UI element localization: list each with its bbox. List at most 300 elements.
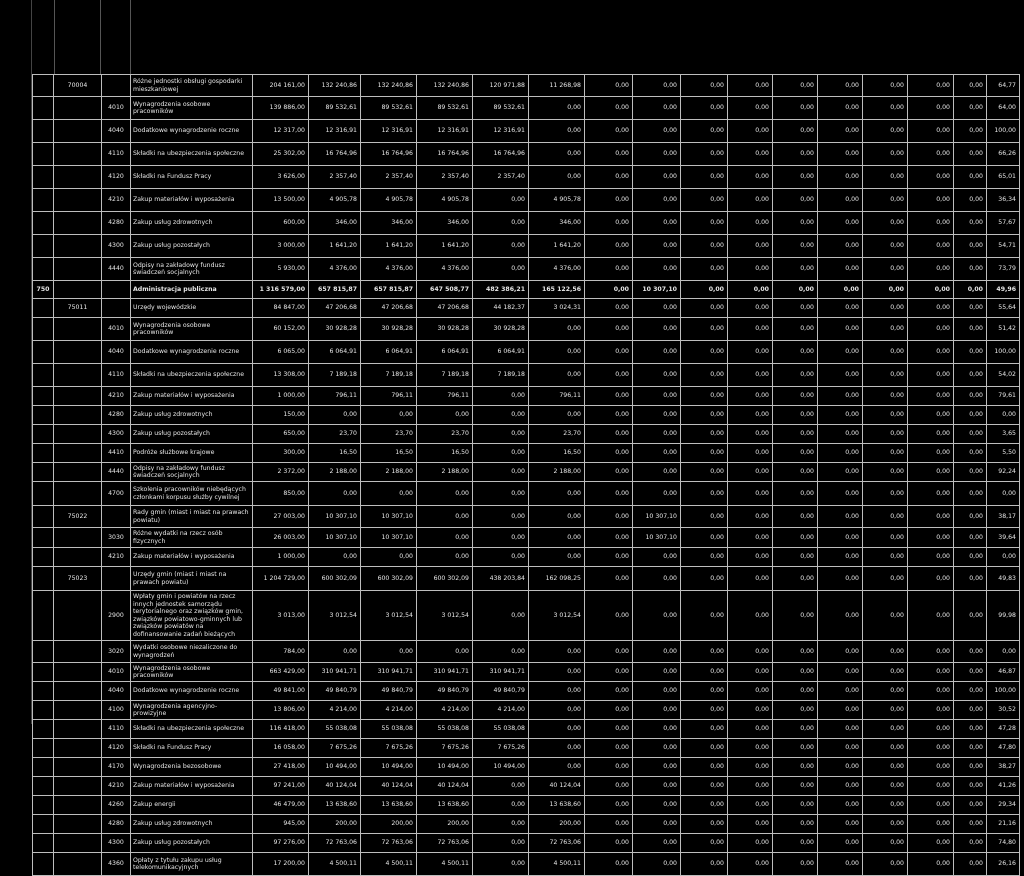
rozdzial-cell bbox=[54, 189, 102, 212]
value-cell: 3 626,00 bbox=[253, 166, 309, 189]
value-cell: 0,00 bbox=[908, 189, 954, 212]
value-cell: 0,00 bbox=[473, 834, 529, 853]
value-cell: 165 122,56 bbox=[529, 281, 585, 299]
value-cell: 1 641,20 bbox=[361, 235, 417, 258]
value-cell: 0,00 bbox=[818, 739, 863, 758]
dzial-cell bbox=[33, 387, 54, 406]
value-cell: 0,00 bbox=[863, 387, 908, 406]
value-cell: 0,00 bbox=[681, 258, 728, 281]
value-cell: 4 376,00 bbox=[529, 258, 585, 281]
value-cell: 12 316,91 bbox=[309, 120, 361, 143]
value-cell: 0,00 bbox=[728, 341, 773, 364]
value-cell: 0,00 bbox=[863, 235, 908, 258]
dzial-cell bbox=[33, 75, 54, 97]
value-cell: 13 500,00 bbox=[253, 189, 309, 212]
value-cell: 310 941,71 bbox=[473, 663, 529, 682]
value-cell: 0,00 bbox=[633, 318, 681, 341]
value-cell: 0,00 bbox=[773, 341, 818, 364]
value-cell: 0,00 bbox=[954, 97, 987, 120]
dzial-cell bbox=[33, 341, 54, 364]
value-cell: 0,00 bbox=[529, 758, 585, 777]
value-cell: 0,00 bbox=[818, 641, 863, 663]
value-cell: 44 182,37 bbox=[473, 299, 529, 318]
value-cell: 0,00 bbox=[529, 739, 585, 758]
value-cell: 0,00 bbox=[908, 166, 954, 189]
name-cell: Opłaty z tytułu zakupu usług telekomunikacyjnych bbox=[131, 853, 253, 876]
value-cell: 47 206,68 bbox=[361, 299, 417, 318]
paragraf-cell: 3020 bbox=[102, 641, 131, 663]
value-cell: 0,00 bbox=[863, 777, 908, 796]
value-cell: 0,00 bbox=[585, 189, 633, 212]
value-cell: 0,00 bbox=[585, 387, 633, 406]
value-cell: 0,00 bbox=[681, 425, 728, 444]
value-cell: 0,00 bbox=[908, 281, 954, 299]
value-cell: 0,00 bbox=[728, 591, 773, 641]
paragraf-cell: 4360 bbox=[102, 853, 131, 876]
name-cell: Zakup materiałów i wyposażenia bbox=[131, 777, 253, 796]
value-cell: 0,00 bbox=[954, 815, 987, 834]
value-cell: 0,00 bbox=[863, 406, 908, 425]
percent-cell: 0,00 bbox=[987, 406, 1020, 425]
value-cell: 0,00 bbox=[908, 739, 954, 758]
value-cell: 4 214,00 bbox=[309, 701, 361, 720]
table-row bbox=[33, 120, 1020, 143]
value-cell: 0,00 bbox=[473, 258, 529, 281]
value-cell: 0,00 bbox=[633, 75, 681, 97]
value-cell: 0,00 bbox=[633, 364, 681, 387]
value-cell: 0,00 bbox=[773, 591, 818, 641]
value-cell: 10 307,10 bbox=[633, 528, 681, 548]
value-cell: 0,00 bbox=[473, 387, 529, 406]
value-cell: 0,00 bbox=[908, 506, 954, 528]
paragraf-cell: 4040 bbox=[102, 120, 131, 143]
rozdzial-cell bbox=[54, 834, 102, 853]
rozdzial-cell bbox=[54, 406, 102, 425]
value-cell: 0,00 bbox=[681, 567, 728, 591]
paragraf-cell: 4040 bbox=[102, 341, 131, 364]
rozdzial-cell: 75011 bbox=[54, 299, 102, 318]
value-cell: 0,00 bbox=[529, 482, 585, 506]
value-cell: 0,00 bbox=[773, 75, 818, 97]
value-cell: 0,00 bbox=[633, 682, 681, 701]
value-cell: 0,00 bbox=[773, 682, 818, 701]
rozdzial-cell: 75023 bbox=[54, 567, 102, 591]
value-cell: 0,00 bbox=[633, 425, 681, 444]
value-cell: 0,00 bbox=[773, 815, 818, 834]
value-cell: 0,00 bbox=[473, 796, 529, 815]
name-cell: Rady gmin (miast i miast na prawach powiatu) bbox=[131, 506, 253, 528]
value-cell: 0,00 bbox=[728, 548, 773, 567]
value-cell: 0,00 bbox=[954, 682, 987, 701]
value-cell: 0,00 bbox=[728, 701, 773, 720]
value-cell: 30 928,28 bbox=[309, 318, 361, 341]
dzial-cell bbox=[33, 506, 54, 528]
value-cell: 0,00 bbox=[728, 75, 773, 97]
value-cell: 0,00 bbox=[728, 815, 773, 834]
value-cell: 0,00 bbox=[681, 720, 728, 739]
paragraf-cell: 4210 bbox=[102, 548, 131, 567]
value-cell: 0,00 bbox=[473, 815, 529, 834]
value-cell: 1 641,20 bbox=[529, 235, 585, 258]
value-cell: 5 930,00 bbox=[253, 258, 309, 281]
percent-cell: 65,01 bbox=[987, 166, 1020, 189]
value-cell: 0,00 bbox=[863, 720, 908, 739]
value-cell: 0,00 bbox=[773, 120, 818, 143]
value-cell: 0,00 bbox=[585, 235, 633, 258]
value-cell: 0,00 bbox=[908, 258, 954, 281]
table-row bbox=[33, 143, 1020, 166]
value-cell: 0,00 bbox=[773, 444, 818, 463]
percent-cell: 30,52 bbox=[987, 701, 1020, 720]
value-cell: 0,00 bbox=[681, 701, 728, 720]
value-cell: 0,00 bbox=[908, 143, 954, 166]
paragraf-cell: 4260 bbox=[102, 796, 131, 815]
value-cell: 49 840,79 bbox=[473, 682, 529, 701]
value-cell: 0,00 bbox=[863, 281, 908, 299]
value-cell: 0,00 bbox=[585, 796, 633, 815]
value-cell: 6 064,91 bbox=[473, 341, 529, 364]
dzial-cell bbox=[33, 235, 54, 258]
value-cell: 0,00 bbox=[681, 463, 728, 482]
value-cell: 3 024,31 bbox=[529, 299, 585, 318]
value-cell: 0,00 bbox=[818, 815, 863, 834]
value-cell: 600,00 bbox=[253, 212, 309, 235]
value-cell: 0,00 bbox=[728, 482, 773, 506]
value-cell: 657 815,87 bbox=[361, 281, 417, 299]
value-cell: 4 376,00 bbox=[417, 258, 473, 281]
percent-cell: 54,02 bbox=[987, 364, 1020, 387]
dzial-cell bbox=[33, 318, 54, 341]
value-cell: 12 316,91 bbox=[417, 120, 473, 143]
value-cell: 23,70 bbox=[361, 425, 417, 444]
value-cell: 0,00 bbox=[585, 777, 633, 796]
value-cell: 0,00 bbox=[908, 212, 954, 235]
value-cell: 40 124,04 bbox=[529, 777, 585, 796]
paragraf-cell: 4120 bbox=[102, 166, 131, 189]
value-cell: 0,00 bbox=[863, 506, 908, 528]
value-cell: 0,00 bbox=[954, 258, 987, 281]
value-cell: 0,00 bbox=[728, 444, 773, 463]
value-cell: 204 161,00 bbox=[253, 75, 309, 97]
value-cell: 0,00 bbox=[728, 143, 773, 166]
value-cell: 2 372,00 bbox=[253, 463, 309, 482]
value-cell: 0,00 bbox=[473, 189, 529, 212]
value-cell: 0,00 bbox=[473, 482, 529, 506]
value-cell: 0,00 bbox=[473, 528, 529, 548]
value-cell: 16,50 bbox=[361, 444, 417, 463]
percent-cell: 54,71 bbox=[987, 235, 1020, 258]
paragraf-cell bbox=[102, 75, 131, 97]
name-cell: Wydatki osobowe niezaliczone do wynagrodzeń bbox=[131, 641, 253, 663]
value-cell: 0,00 bbox=[681, 212, 728, 235]
paragraf-cell: 4300 bbox=[102, 834, 131, 853]
value-cell: 0,00 bbox=[954, 834, 987, 853]
value-cell: 23,70 bbox=[529, 425, 585, 444]
value-cell: 10 494,00 bbox=[473, 758, 529, 777]
dzial-cell bbox=[33, 463, 54, 482]
value-cell: 0,00 bbox=[773, 758, 818, 777]
percent-cell: 64,00 bbox=[987, 97, 1020, 120]
paragraf-cell: 4010 bbox=[102, 663, 131, 682]
value-cell: 0,00 bbox=[633, 258, 681, 281]
value-cell: 0,00 bbox=[818, 663, 863, 682]
value-cell: 0,00 bbox=[585, 641, 633, 663]
value-cell: 0,00 bbox=[529, 318, 585, 341]
value-cell: 0,00 bbox=[954, 387, 987, 406]
value-cell: 0,00 bbox=[954, 143, 987, 166]
value-cell: 0,00 bbox=[633, 591, 681, 641]
value-cell: 0,00 bbox=[908, 463, 954, 482]
value-cell: 2 357,40 bbox=[309, 166, 361, 189]
value-cell: 0,00 bbox=[529, 701, 585, 720]
value-cell: 4 905,78 bbox=[417, 189, 473, 212]
value-cell: 4 500,11 bbox=[529, 853, 585, 876]
value-cell: 0,00 bbox=[681, 777, 728, 796]
name-cell: Składki na ubezpieczenia społeczne bbox=[131, 720, 253, 739]
value-cell: 0,00 bbox=[728, 258, 773, 281]
value-cell: 0,00 bbox=[863, 853, 908, 876]
value-cell: 13 308,00 bbox=[253, 364, 309, 387]
value-cell: 0,00 bbox=[954, 548, 987, 567]
value-cell: 0,00 bbox=[361, 482, 417, 506]
value-cell: 0,00 bbox=[728, 834, 773, 853]
value-cell: 0,00 bbox=[728, 299, 773, 318]
value-cell: 2 357,40 bbox=[473, 166, 529, 189]
value-cell: 3 012,54 bbox=[309, 591, 361, 641]
value-cell: 0,00 bbox=[954, 166, 987, 189]
value-cell: 0,00 bbox=[954, 281, 987, 299]
name-cell: Odpisy na zakładowy fundusz świadczeń socjalnych bbox=[131, 463, 253, 482]
value-cell: 0,00 bbox=[681, 548, 728, 567]
table-row bbox=[33, 834, 1020, 853]
percent-cell: 66,26 bbox=[987, 143, 1020, 166]
value-cell: 663 429,00 bbox=[253, 663, 309, 682]
value-cell: 72 763,06 bbox=[309, 834, 361, 853]
value-cell: 0,00 bbox=[728, 387, 773, 406]
column-line-fragment bbox=[54, 0, 55, 74]
table-row bbox=[33, 796, 1020, 815]
value-cell: 40 124,04 bbox=[361, 777, 417, 796]
value-cell: 0,00 bbox=[417, 641, 473, 663]
value-cell: 346,00 bbox=[417, 212, 473, 235]
value-cell: 0,00 bbox=[954, 189, 987, 212]
name-cell: Wpłaty gmin i powiatów na rzecz innych jednostek samorządu terytorialnego oraz związków gmin, związków powiatowo-gminnych lub związków powiatów na dofinansowanie zadań bieżących bbox=[131, 591, 253, 641]
value-cell: 0,00 bbox=[908, 758, 954, 777]
dzial-cell bbox=[33, 425, 54, 444]
value-cell: 49 840,79 bbox=[361, 682, 417, 701]
name-cell: Zakup usług pozostałych bbox=[131, 425, 253, 444]
rozdzial-cell bbox=[54, 815, 102, 834]
value-cell: 16 764,96 bbox=[361, 143, 417, 166]
column-line-fragment bbox=[130, 0, 131, 74]
value-cell: 0,00 bbox=[529, 341, 585, 364]
value-cell: 0,00 bbox=[908, 235, 954, 258]
value-cell: 0,00 bbox=[863, 482, 908, 506]
rozdzial-cell bbox=[54, 463, 102, 482]
value-cell: 346,00 bbox=[309, 212, 361, 235]
value-cell: 0,00 bbox=[773, 258, 818, 281]
name-cell: Urzędy gmin (miast i miast na prawach powiatu) bbox=[131, 567, 253, 591]
value-cell: 945,00 bbox=[253, 815, 309, 834]
value-cell: 0,00 bbox=[728, 189, 773, 212]
value-cell: 0,00 bbox=[863, 663, 908, 682]
value-cell: 0,00 bbox=[633, 143, 681, 166]
value-cell: 0,00 bbox=[818, 720, 863, 739]
value-cell: 0,00 bbox=[908, 444, 954, 463]
value-cell: 784,00 bbox=[253, 641, 309, 663]
value-cell: 13 638,60 bbox=[361, 796, 417, 815]
value-cell: 12 316,91 bbox=[361, 120, 417, 143]
name-cell: Urzędy wojewódzkie bbox=[131, 299, 253, 318]
value-cell: 0,00 bbox=[681, 97, 728, 120]
value-cell: 0,00 bbox=[633, 663, 681, 682]
value-cell: 0,00 bbox=[773, 299, 818, 318]
value-cell: 4 500,11 bbox=[417, 853, 473, 876]
table-row bbox=[33, 528, 1020, 548]
value-cell: 0,00 bbox=[773, 406, 818, 425]
table-row bbox=[33, 591, 1020, 641]
value-cell: 0,00 bbox=[633, 166, 681, 189]
value-cell: 0,00 bbox=[529, 406, 585, 425]
name-cell: Zakup usług pozostałych bbox=[131, 235, 253, 258]
value-cell: 0,00 bbox=[681, 853, 728, 876]
value-cell: 0,00 bbox=[908, 482, 954, 506]
value-cell: 55 038,08 bbox=[417, 720, 473, 739]
table-row bbox=[33, 341, 1020, 364]
table-row bbox=[33, 720, 1020, 739]
paragraf-cell: 4410 bbox=[102, 444, 131, 463]
value-cell: 25 302,00 bbox=[253, 143, 309, 166]
value-cell: 0,00 bbox=[728, 235, 773, 258]
table-row bbox=[33, 258, 1020, 281]
value-cell: 0,00 bbox=[908, 641, 954, 663]
value-cell: 0,00 bbox=[908, 341, 954, 364]
value-cell: 0,00 bbox=[773, 281, 818, 299]
value-cell: 10 307,10 bbox=[309, 528, 361, 548]
value-cell: 0,00 bbox=[908, 853, 954, 876]
value-cell: 1 641,20 bbox=[417, 235, 473, 258]
value-cell: 0,00 bbox=[473, 463, 529, 482]
value-cell: 0,00 bbox=[954, 406, 987, 425]
value-cell: 0,00 bbox=[681, 444, 728, 463]
paragraf-cell: 2900 bbox=[102, 591, 131, 641]
value-cell: 796,11 bbox=[529, 387, 585, 406]
value-cell: 47 206,68 bbox=[417, 299, 473, 318]
value-cell: 0,00 bbox=[585, 212, 633, 235]
value-cell: 0,00 bbox=[818, 567, 863, 591]
value-cell: 1 204 729,00 bbox=[253, 567, 309, 591]
value-cell: 0,00 bbox=[585, 143, 633, 166]
value-cell: 13 638,60 bbox=[417, 796, 473, 815]
value-cell: 150,00 bbox=[253, 406, 309, 425]
value-cell: 0,00 bbox=[681, 591, 728, 641]
value-cell: 0,00 bbox=[773, 720, 818, 739]
value-cell: 0,00 bbox=[633, 758, 681, 777]
value-cell: 310 941,71 bbox=[361, 663, 417, 682]
dzial-cell bbox=[33, 299, 54, 318]
value-cell: 27 418,00 bbox=[253, 758, 309, 777]
value-cell: 0,00 bbox=[908, 406, 954, 425]
value-cell: 0,00 bbox=[863, 258, 908, 281]
name-cell: Dodatkowe wynagrodzenie roczne bbox=[131, 341, 253, 364]
value-cell: 0,00 bbox=[773, 567, 818, 591]
value-cell: 0,00 bbox=[954, 482, 987, 506]
value-cell: 0,00 bbox=[473, 425, 529, 444]
value-cell: 0,00 bbox=[908, 425, 954, 444]
paragraf-cell: 4210 bbox=[102, 189, 131, 212]
value-cell: 0,00 bbox=[585, 548, 633, 567]
value-cell: 0,00 bbox=[417, 506, 473, 528]
dzial-cell bbox=[33, 663, 54, 682]
value-cell: 97 241,00 bbox=[253, 777, 309, 796]
value-cell: 0,00 bbox=[681, 281, 728, 299]
value-cell: 10 307,10 bbox=[361, 528, 417, 548]
value-cell: 10 494,00 bbox=[417, 758, 473, 777]
value-cell: 6 064,91 bbox=[417, 341, 473, 364]
value-cell: 0,00 bbox=[908, 528, 954, 548]
paragraf-cell: 4210 bbox=[102, 777, 131, 796]
value-cell: 657 815,87 bbox=[309, 281, 361, 299]
paragraf-cell: 4100 bbox=[102, 701, 131, 720]
value-cell: 850,00 bbox=[253, 482, 309, 506]
percent-cell: 100,00 bbox=[987, 120, 1020, 143]
value-cell: 4 214,00 bbox=[473, 701, 529, 720]
value-cell: 0,00 bbox=[908, 815, 954, 834]
table-row bbox=[33, 425, 1020, 444]
value-cell: 200,00 bbox=[361, 815, 417, 834]
value-cell: 0,00 bbox=[773, 463, 818, 482]
value-cell: 0,00 bbox=[728, 281, 773, 299]
table-row bbox=[33, 482, 1020, 506]
rozdzial-cell bbox=[54, 682, 102, 701]
value-cell: 0,00 bbox=[728, 425, 773, 444]
value-cell: 0,00 bbox=[863, 425, 908, 444]
value-cell: 0,00 bbox=[818, 120, 863, 143]
rozdzial-cell bbox=[54, 641, 102, 663]
value-cell: 0,00 bbox=[633, 299, 681, 318]
table-row bbox=[33, 777, 1020, 796]
dzial-cell bbox=[33, 796, 54, 815]
value-cell: 0,00 bbox=[681, 739, 728, 758]
value-cell: 0,00 bbox=[633, 796, 681, 815]
table-row bbox=[33, 387, 1020, 406]
name-cell: Zakup materiałów i wyposażenia bbox=[131, 548, 253, 567]
value-cell: 30 928,28 bbox=[361, 318, 417, 341]
value-cell: 16,50 bbox=[529, 444, 585, 463]
value-cell: 0,00 bbox=[908, 318, 954, 341]
percent-cell: 64,77 bbox=[987, 75, 1020, 97]
value-cell: 2 357,40 bbox=[361, 166, 417, 189]
paragraf-cell: 4300 bbox=[102, 235, 131, 258]
value-cell: 2 188,00 bbox=[361, 463, 417, 482]
value-cell: 2 188,00 bbox=[529, 463, 585, 482]
value-cell: 0,00 bbox=[773, 212, 818, 235]
name-cell: Różne wydatki na rzecz osób fizycznych bbox=[131, 528, 253, 548]
value-cell: 0,00 bbox=[681, 341, 728, 364]
value-cell: 0,00 bbox=[681, 834, 728, 853]
dzial-cell bbox=[33, 120, 54, 143]
value-cell: 0,00 bbox=[863, 444, 908, 463]
value-cell: 0,00 bbox=[773, 663, 818, 682]
value-cell: 0,00 bbox=[728, 758, 773, 777]
value-cell: 0,00 bbox=[863, 758, 908, 777]
value-cell: 0,00 bbox=[681, 387, 728, 406]
value-cell: 0,00 bbox=[633, 815, 681, 834]
value-cell: 0,00 bbox=[818, 425, 863, 444]
value-cell: 0,00 bbox=[818, 591, 863, 641]
value-cell: 0,00 bbox=[633, 567, 681, 591]
value-cell: 10 494,00 bbox=[361, 758, 417, 777]
